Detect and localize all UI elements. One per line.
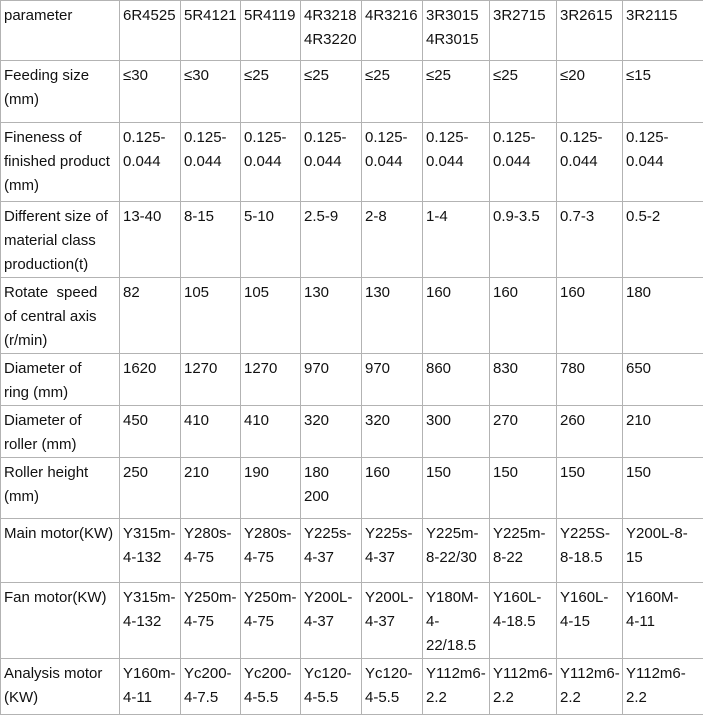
- table-cell: 410: [241, 406, 301, 458]
- row-label: Fan motor(KW): [1, 583, 120, 659]
- table-cell: Y315m- 4-132: [120, 519, 181, 583]
- table-cell: 0.5-2: [623, 202, 703, 278]
- table-cell: Y280s- 4-75: [241, 519, 301, 583]
- table-row: [1, 519, 703, 583]
- table-cell: ≤30: [181, 61, 241, 123]
- table-cell: Y200L- 4-37: [301, 583, 362, 659]
- table-cell: 150: [557, 458, 623, 519]
- table-cell: 970: [301, 354, 362, 406]
- table-cell: 1620: [120, 354, 181, 406]
- table-cell: 1270: [181, 354, 241, 406]
- table-cell: ≤20: [557, 61, 623, 123]
- table-cell: Y112m6- 2.2: [557, 659, 623, 715]
- table-cell: 780: [557, 354, 623, 406]
- table-cell: 150: [490, 458, 557, 519]
- table-cell: 0.125- 0.044: [362, 123, 423, 202]
- table-cell: 970: [362, 354, 423, 406]
- header-cell: 3R2115: [623, 1, 703, 61]
- table-row: [1, 61, 703, 123]
- table-cell: 2-8: [362, 202, 423, 278]
- table-cell: 2.5-9: [301, 202, 362, 278]
- table-row: [1, 659, 703, 715]
- table-cell: Yc120- 4-5.5: [301, 659, 362, 715]
- row-label: Different size of material class production(t): [1, 202, 120, 278]
- table-cell: ≤25: [423, 61, 490, 123]
- table-cell: 160: [362, 458, 423, 519]
- header-cell: 3R2615: [557, 1, 623, 61]
- table-cell: Y200L- 4-37: [362, 583, 423, 659]
- header-row: [1, 1, 703, 61]
- table-cell: 0.125- 0.044: [623, 123, 703, 202]
- table-cell: Y225m- 8-22/30: [423, 519, 490, 583]
- table-cell: 0.7-3: [557, 202, 623, 278]
- table-cell: 1270: [241, 354, 301, 406]
- table-cell: Yc200- 4-5.5: [241, 659, 301, 715]
- table-cell: Y160m- 4-11: [120, 659, 181, 715]
- row-label: Roller height (mm): [1, 458, 120, 519]
- row-label: Diameter of ring (mm): [1, 354, 120, 406]
- table-cell: ≤25: [490, 61, 557, 123]
- table-cell: 160: [490, 278, 557, 354]
- table-row: [1, 458, 703, 519]
- table-cell: Y200L-8- 15: [623, 519, 703, 583]
- table-cell: 250: [120, 458, 181, 519]
- table-cell: 130: [301, 278, 362, 354]
- row-label: Main motor(KW): [1, 519, 120, 583]
- table-cell: Y315m- 4-132: [120, 583, 181, 659]
- table-cell: 5-10: [241, 202, 301, 278]
- table-cell: 0.125- 0.044: [241, 123, 301, 202]
- table-row: [1, 202, 703, 278]
- table-cell: Y160L- 4-15: [557, 583, 623, 659]
- header-cell: 6R4525: [120, 1, 181, 61]
- table-cell: 105: [181, 278, 241, 354]
- row-label: Analysis motor (KW): [1, 659, 120, 715]
- table-cell: 190: [241, 458, 301, 519]
- row-label: Feeding size (mm): [1, 61, 120, 123]
- table-cell: 320: [362, 406, 423, 458]
- table-cell: ≤25: [241, 61, 301, 123]
- table-cell: 450: [120, 406, 181, 458]
- table-cell: Y160M- 4-11: [623, 583, 703, 659]
- table-cell: 260: [557, 406, 623, 458]
- header-cell: 4R3218 4R3220: [301, 1, 362, 61]
- table-cell: Y280s- 4-75: [181, 519, 241, 583]
- table-cell: ≤30: [120, 61, 181, 123]
- table-cell: 320: [301, 406, 362, 458]
- table-cell: Y225m- 8-22: [490, 519, 557, 583]
- table-cell: 270: [490, 406, 557, 458]
- row-label: Rotate speed of central axis (r/min): [1, 278, 120, 354]
- table-cell: 300: [423, 406, 490, 458]
- header-cell: 3R3015 4R3015: [423, 1, 490, 61]
- table-cell: Yc120- 4-5.5: [362, 659, 423, 715]
- table-cell: Y180M- 4- 22/18.5: [423, 583, 490, 659]
- table-cell: 0.125- 0.044: [423, 123, 490, 202]
- header-cell: 4R3216: [362, 1, 423, 61]
- table-cell: Y225s- 4-37: [362, 519, 423, 583]
- table-cell: 180 200: [301, 458, 362, 519]
- table-cell: 150: [623, 458, 703, 519]
- table-cell: 150: [423, 458, 490, 519]
- table-cell: Yc200- 4-7.5: [181, 659, 241, 715]
- table-cell: 0.9-3.5: [490, 202, 557, 278]
- table-cell: Y112m6- 2.2: [490, 659, 557, 715]
- table-cell: 82: [120, 278, 181, 354]
- table-cell: 210: [181, 458, 241, 519]
- table-cell: 105: [241, 278, 301, 354]
- table-cell: 130: [362, 278, 423, 354]
- table-cell: 160: [423, 278, 490, 354]
- table-cell: 180: [623, 278, 703, 354]
- table-cell: 8-15: [181, 202, 241, 278]
- header-cell: 3R2715: [490, 1, 557, 61]
- table-cell: Y160L- 4-18.5: [490, 583, 557, 659]
- table-cell: 0.125- 0.044: [181, 123, 241, 202]
- table-cell: 1-4: [423, 202, 490, 278]
- table-cell: ≤15: [623, 61, 703, 123]
- table-cell: Y225s- 4-37: [301, 519, 362, 583]
- header-cell: 5R4119: [241, 1, 301, 61]
- header-cell: parameter: [1, 1, 120, 61]
- table-cell: 210: [623, 406, 703, 458]
- table-cell: 860: [423, 354, 490, 406]
- table-cell: Y250m- 4-75: [181, 583, 241, 659]
- row-label: Fineness of finished product (mm): [1, 123, 120, 202]
- table-cell: ≤25: [301, 61, 362, 123]
- table-cell: Y250m- 4-75: [241, 583, 301, 659]
- table-cell: 0.125- 0.044: [490, 123, 557, 202]
- table-cell: 0.125- 0.044: [557, 123, 623, 202]
- table-cell: 0.125- 0.044: [301, 123, 362, 202]
- table-cell: 13-40: [120, 202, 181, 278]
- table-cell: 0.125- 0.044: [120, 123, 181, 202]
- table-row: [1, 123, 703, 202]
- table-row: [1, 583, 703, 659]
- row-label: Diameter of roller (mm): [1, 406, 120, 458]
- header-cell: 5R4121: [181, 1, 241, 61]
- table-cell: 830: [490, 354, 557, 406]
- table-cell: Y225S- 8-18.5: [557, 519, 623, 583]
- table-cell: 650: [623, 354, 703, 406]
- table-row: [1, 406, 703, 458]
- table-row: [1, 354, 703, 406]
- table-cell: Y112m6- 2.2: [423, 659, 490, 715]
- table-cell: 160: [557, 278, 623, 354]
- table-row: [1, 278, 703, 354]
- table-cell: Y112m6- 2.2: [623, 659, 703, 715]
- table-cell: 410: [181, 406, 241, 458]
- table-cell: ≤25: [362, 61, 423, 123]
